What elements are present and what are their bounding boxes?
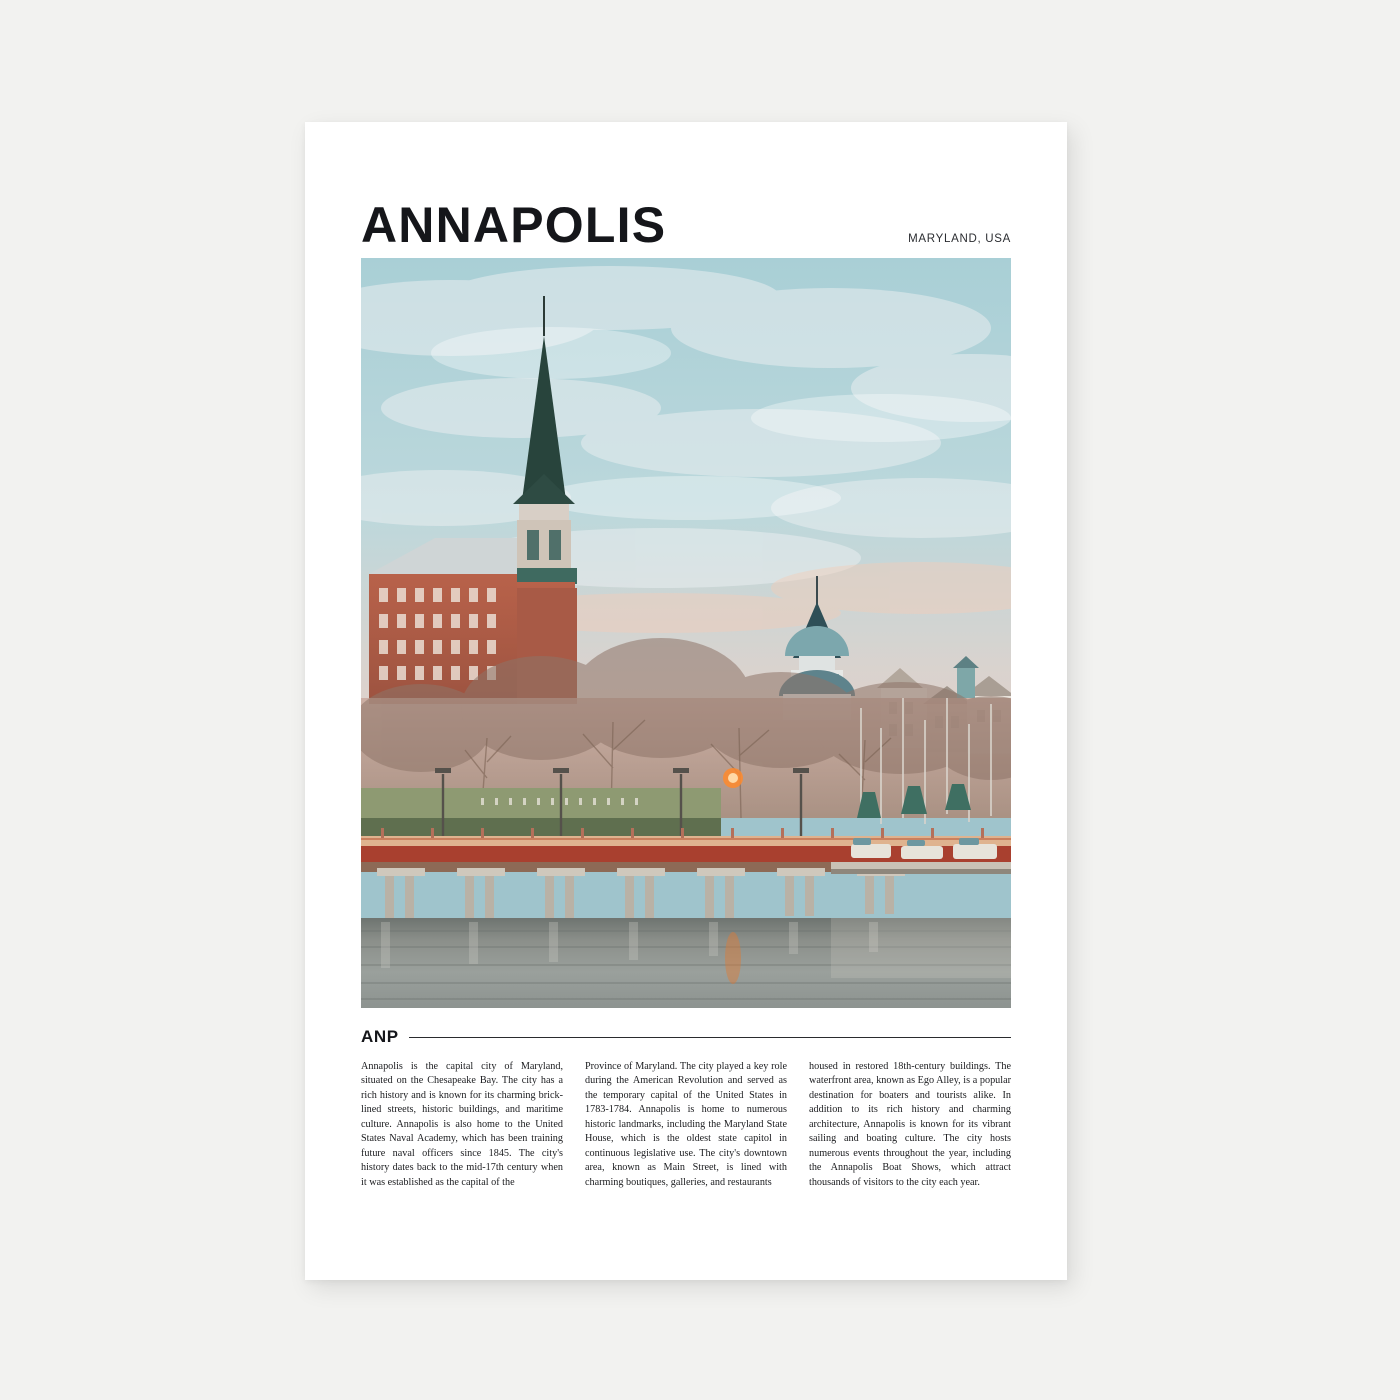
annapolis-waterfront-illustration	[361, 258, 1011, 1008]
page-subtitle: MARYLAND, USA	[908, 233, 1011, 245]
body-column-1: Annapolis is the capital city of Maryland, situated on the Chesapeake Bay. The city has a rich history and is known for its charming brick-lined streets, historic buildings, and maritime culture. Annapolis is also home to the United States Naval Academy, which has been training future naval officers since 1845. The city's history dates back to the mid-17th century when it was established as the capital of the	[361, 1061, 563, 1188]
poster-code-row	[361, 1027, 1011, 1047]
poster-header	[361, 197, 1011, 253]
page-title: ANNAPOLIS	[361, 197, 667, 253]
body-column-2: Province of Maryland. The city played a key role during the American Revolution and served as the temporary capital of the United States in 1783-1784. Annapolis is home to numerous historic landmarks, including the Maryland State House, which is the oldest state capitol in continuous legislative use. The city's downtown area, known as Main Street, is lined with charming boutiques, galleries, and restaurants	[585, 1061, 787, 1188]
body-column-3: housed in restored 18th-century buildings. The waterfront area, known as Ego Alley, is a popular destination for boaters and tourists alike. In addition to its rich history and charming architecture, Annapolis is known for its vibrant sailing and boating culture. The city hosts numerous events throughout the year, including the Annapolis Boat Shows, which attract thousands of visitors to the city each year.	[809, 1061, 1011, 1188]
lawn	[361, 788, 721, 838]
poster-photo	[361, 258, 1011, 1008]
horizontal-rule	[409, 1037, 1011, 1038]
poster-code: ANP	[361, 1027, 399, 1046]
poster-body	[361, 1060, 1011, 1190]
poster-sheet	[305, 122, 1067, 1280]
